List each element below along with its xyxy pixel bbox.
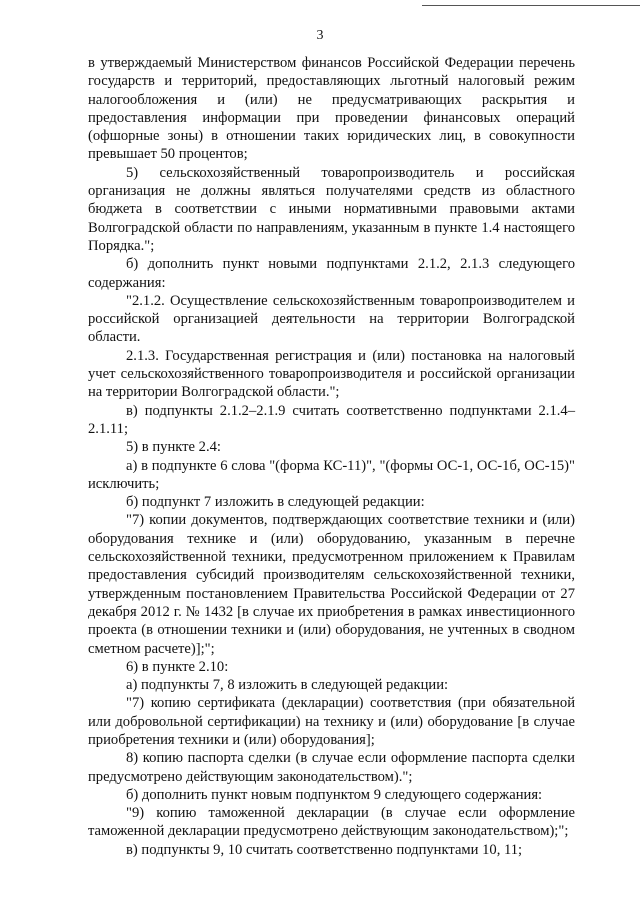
paragraph: "9) копию таможенной декларации (в случае если оформление таможенной декларации предусмотрено действующим законодательством);"; (88, 805, 575, 840)
page-number: 3 (316, 28, 324, 43)
paragraph: "7) копию сертификата (декларации) соответствия (при обязательной или добровольной сертификации) на технику и (или) оборудование [в случае приобретения техники и (или) оборудования]; (88, 695, 575, 748)
document-body (88, 54, 575, 859)
paragraph: 2.1.3. Государственная регистрация и (или) постановка на налоговый учет сельскохозяйственного товаропроизводителя и российской организации на территории Волгоградской области."; (88, 347, 575, 401)
paragraph: 8) копию паспорта сделки (в случае если оформление паспорта сделки предусмотрено действующим законодательством)."; (88, 750, 575, 785)
paragraph: 5) сельскохозяйственный товаропроизводитель и российская организация не должны являться получателями средств из областного бюджета в соответствии с иными нормативными правовыми актами Волгоградской области по направлениям, указанным в пункте 1.4 настоящего Порядка."; (88, 164, 575, 254)
paragraph: в утверждаемый Министерством финансов Российской Федерации перечень государств и территорий, предоставляющих льготный налоговый режим налогообложения и (или) не предусматривающих раскрытия и предоставления информации при проведении финансовых операций (офшорные зоны) в отношении таких юридических лиц, в совокупности превышает 50 процентов; (88, 55, 575, 163)
paragraph: 6) в пункте 2.10: (126, 658, 229, 675)
paragraph: б) дополнить пункт новым подпунктом 9 следующего содержания: (126, 786, 543, 803)
paragraph: а) в подпункте 6 слова "(форма КС-11)", "(формы ОС-1, ОС-1б, ОС-15)" исключить; (88, 457, 575, 492)
top-rule (422, 5, 640, 6)
paragraph: в) подпункты 9, 10 считать соответственно подпунктами 10, 11; (126, 841, 523, 858)
paragraph: в) подпункты 2.1.2–2.1.9 считать соответственно подпунктами 2.1.4–2.1.11; (88, 402, 575, 437)
paragraph: "7) копии документов, подтверждающих соответствие техники и (или) оборудования технике и (или) оборудованию, указанным в перечне сельскохозяйственной техники, предусмотренном приложением к Правилам предоставления субсидий производителям сельскохозяйственной техники, утвержденным постановлением Правительства Российской Федерации от 27 декабря 2012 г. № 1432 [в случае их приобретения в рамках инвестиционного проекта (в отношении техники и (или) оборудования, не учтенных в сводном сметном расчете)];"; (88, 512, 575, 657)
paragraph: а) подпункты 7, 8 изложить в следующей редакции: (126, 677, 449, 694)
paragraph: "2.1.2. Осуществление сельскохозяйственным товаропроизводителем и российской организацией деятельности на территории Волгоградской области. (88, 292, 575, 346)
paragraph: б) подпункт 7 изложить в следующей редакции: (126, 494, 425, 511)
paragraph: б) дополнить пункт новыми подпунктами 2.1.2, 2.1.3 следующего содержания: (88, 256, 575, 291)
paragraph: 5) в пункте 2.4: (126, 439, 221, 456)
